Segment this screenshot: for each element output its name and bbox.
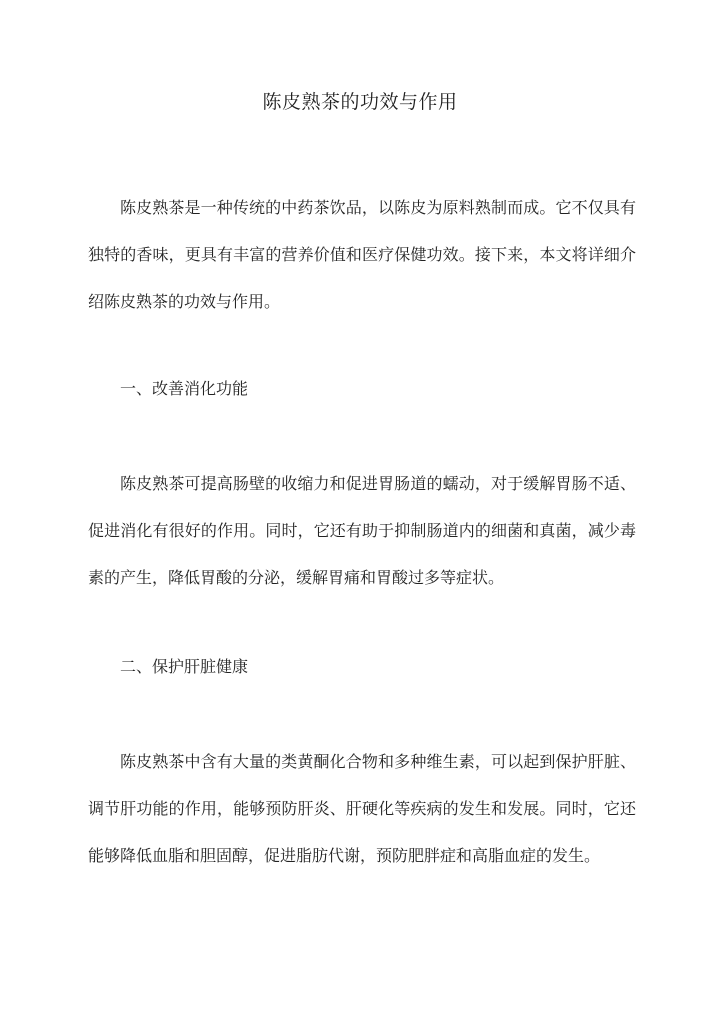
intro-paragraph: 陈皮熟茶是一种传统的中药茶饮品，以陈皮为原料熟制而成。它不仅具有独特的香味，更具有丰富的营养价值和医疗保健功效。接下来，本文将详细介绍陈皮熟茶的功效与作用。: [88, 198, 636, 311]
section-body-liver: 陈皮熟茶中含有大量的类黄酮化合物和多种维生素，可以起到保护肝脏、调节肝功能的作用，能够预防肝炎、肝硬化等疾病的发生和发展。同时，它还能够降低血脂和胆固醇，促进脂肪代谢，预防肥胖症和高脂血症的发生。: [88, 752, 636, 865]
section-body-digestion: 陈皮熟茶可提高肠壁的收缩力和促进胃肠道的蠕动，对于缓解胃肠不适、促进消化有很好的作用。同时，它还有助于抑制肠道内的细菌和真菌，减少毒素的产生，降低胃酸的分泌，缓解胃痛和胃酸过多等症状。: [88, 474, 636, 587]
section-heading-liver: 二、保护肝脏健康: [120, 657, 249, 676]
page-title: 陈皮熟茶的功效与作用: [262, 91, 458, 113]
section-heading-digestion: 一、改善消化功能: [120, 379, 249, 398]
